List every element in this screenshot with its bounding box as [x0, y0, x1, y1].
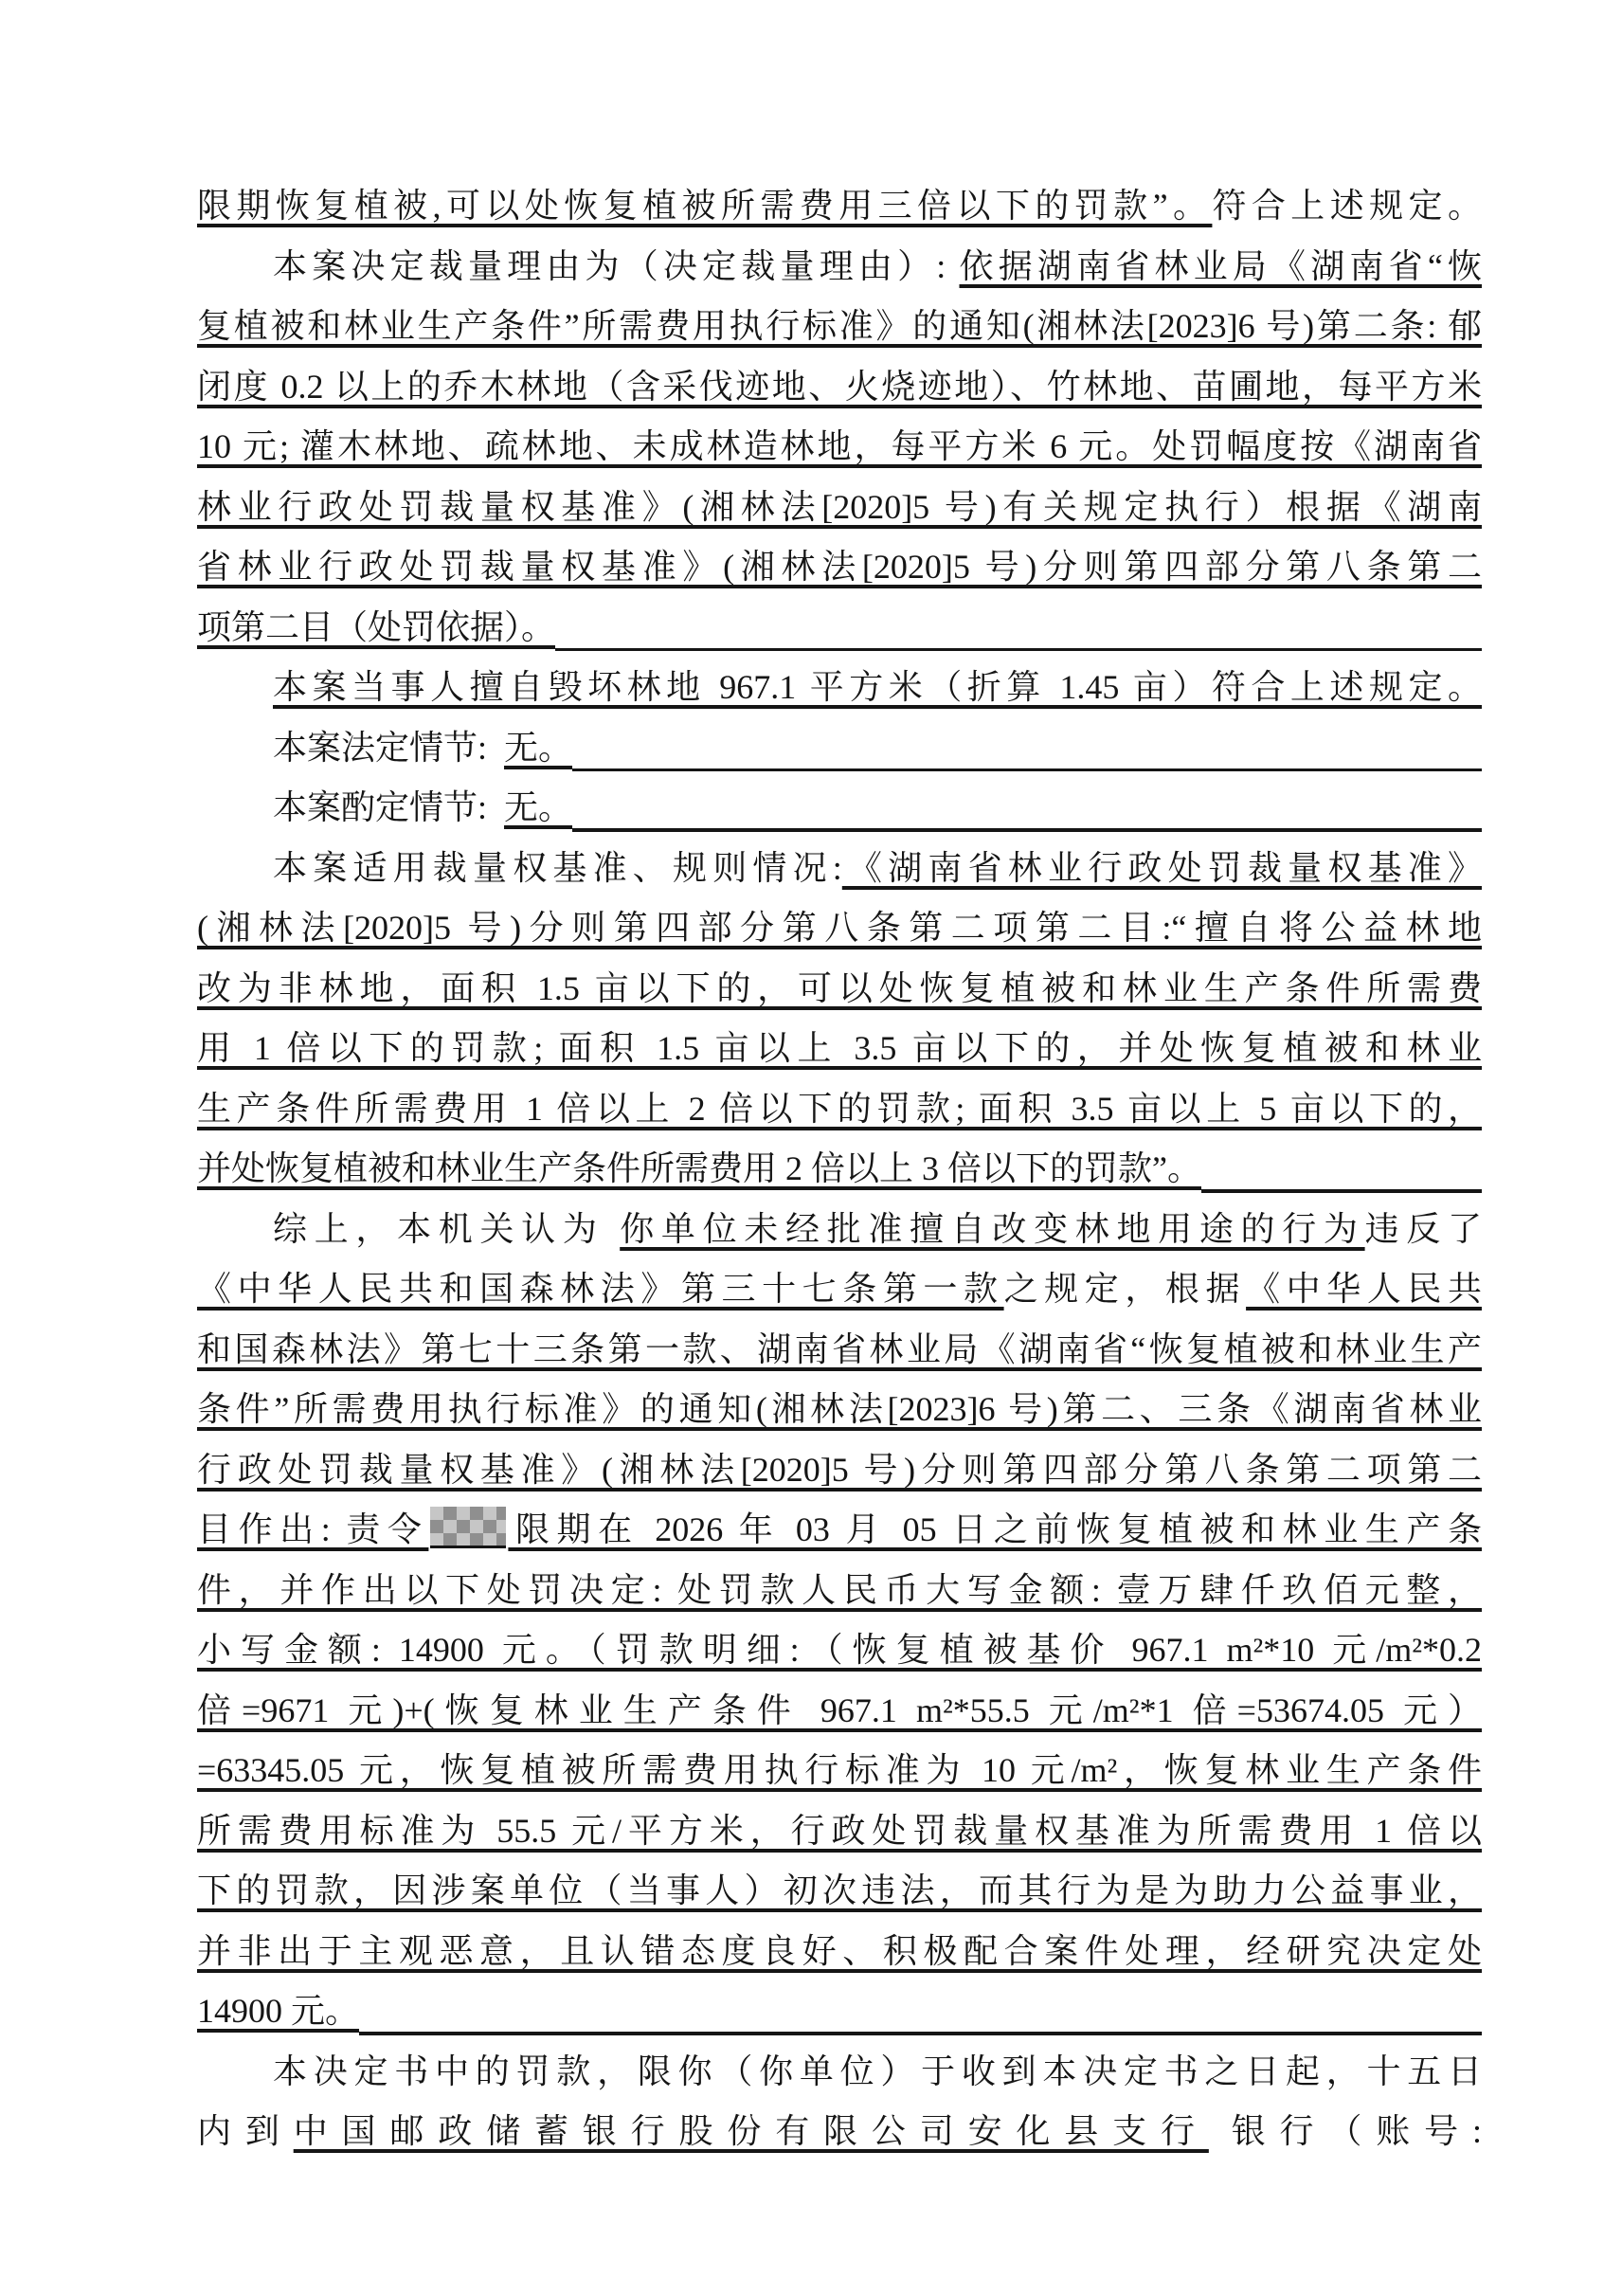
underlined-text: 并非出于主观恶意，且认错态度良好、积极配合案件处理，经研究决定处	[197, 1931, 1482, 1970]
text-line	[197, 1861, 1482, 1922]
underlined-text: 复植被和林业生产条件”所需费用执行标准》的通知(湘林法[2023]6 号)第二条: 郁	[197, 307, 1482, 345]
text-line	[197, 778, 1482, 839]
underlined-text: (湘林法[2020]5 号)分则第四部分第八条第二项第二目:“擅自将公益林地	[197, 909, 1482, 947]
text-line	[197, 1320, 1482, 1381]
underlined-text: =63345.05 元，恢复植被所需费用执行标准为 10 元/m²，恢复林业生产条件	[197, 1751, 1482, 1789]
plain-text: 符合上述规定。	[1212, 187, 1482, 225]
plain-text: 银行（账号:	[1208, 2112, 1482, 2150]
text-line	[197, 658, 1482, 718]
text-line	[197, 1681, 1482, 1742]
blank-underline	[555, 598, 1482, 659]
plain-text: 本案酌定情节:	[273, 788, 505, 826]
underlined-text: 项第二目（处罚依据）。	[197, 607, 556, 646]
underlined-text: 省林业行政处罚裁量权基准》(湘林法[2020]5 号)分则第四部分第八条第二	[197, 548, 1482, 586]
underlined-text: 闭度 0.2 以上的乔木林地（含采伐迹地、火烧迹地）、竹林地、苗圃地，每平方米	[197, 367, 1482, 406]
text-line	[197, 1801, 1482, 1862]
underlined-text: 《湖南省林业行政处罚裁量权基准》	[841, 848, 1482, 887]
text-line	[197, 478, 1482, 538]
plain-text: 综上，本机关认为	[273, 1209, 621, 1248]
text-line	[197, 1922, 1482, 1982]
underlined-text: 限期在 2026 年 03 月 05 日之前恢复植被和林业生产条	[508, 1510, 1482, 1548]
blank-underline	[572, 778, 1482, 839]
text-line	[197, 1561, 1482, 1621]
text-line	[197, 718, 1482, 779]
underlined-text: 14900 元。	[197, 1992, 360, 2030]
underlined-text: 无。	[504, 728, 573, 767]
plain-text: 本案法定情节:	[273, 728, 505, 767]
text-line	[197, 297, 1482, 357]
underlined-text: 本案当事人擅自毁坏林地 967.1 平方米（折算 1.45 亩）符合上述规定。	[273, 668, 1482, 706]
underlined-text: 并处恢复植被和林业生产条件所需费用 2 倍以上 3 倍以下的罚款”。	[197, 1149, 1201, 1187]
underlined-text: 和国森林法》第七十三条第一款、湖南省林业局《湖南省“恢复植被和林业生产	[197, 1329, 1482, 1368]
underlined-text: 无。	[504, 788, 573, 826]
underlined-text: 目作出: 责令	[197, 1510, 429, 1548]
underlined-text: 所需费用标准为 55.5 元/平方米，行政处罚裁量权基准为所需费用 1 倍以	[197, 1811, 1482, 1850]
text-line	[197, 1981, 1482, 2042]
underlined-text: 件，并作出以下处罚决定: 处罚款人民币大写金额: 壹万肆仟玖佰元整，	[197, 1570, 1482, 1609]
text-line	[197, 237, 1482, 298]
plain-text: 内到	[197, 2112, 294, 2150]
text-line	[197, 1620, 1482, 1681]
text-line	[197, 357, 1482, 418]
plain-text: 本案适用裁量权基准、规则情况:	[273, 848, 842, 887]
underlined-text: 你单位未经批准擅自改变林地用途的行为	[620, 1209, 1365, 1248]
text-line	[197, 1741, 1482, 1801]
plain-text: 违反了	[1364, 1209, 1482, 1248]
text-line	[197, 898, 1482, 959]
text-line	[197, 537, 1482, 598]
underlined-text: 条件”所需费用执行标准》的通知(湘林法[2023]6 号)第二、三条《湖南省林业	[197, 1390, 1482, 1428]
underlined-text: 林业行政处罚裁量权基准》(湘林法[2020]5 号)有关规定执行）根据《湖南	[197, 487, 1482, 526]
text-line	[197, 598, 1482, 659]
underlined-text: 用 1 倍以下的罚款; 面积 1.5 亩以上 3.5 亩以下的，并处恢复植被和林业	[197, 1029, 1482, 1067]
text-line	[197, 1259, 1482, 1320]
document-body	[197, 176, 1482, 2162]
text-line	[197, 839, 1482, 899]
text-line	[197, 1079, 1482, 1140]
underlined-text: 《中华人民共和国森林法》第三十七条第一款	[197, 1270, 1004, 1308]
underlined-text: 限期恢复植被,可以处恢复植被所需费用三倍以下的罚款”。	[197, 187, 1213, 225]
blank-underline	[572, 718, 1482, 779]
text-line	[197, 1139, 1482, 1200]
plain-text: 本案决定裁量理由为（决定裁量理由）:	[273, 246, 960, 285]
text-line	[197, 1019, 1482, 1079]
underlined-text: 生产条件所需费用 1 倍以上 2 倍以下的罚款; 面积 3.5 亩以上 5 亩以下的，	[197, 1089, 1482, 1128]
underlined-text: 10 元; 灌木林地、疏林地、未成林造林地，每平方米 6 元。处罚幅度按《湖南省	[197, 427, 1482, 465]
text-line	[197, 176, 1482, 237]
underlined-text: 改为非林地，面积 1.5 亩以下的，可以处恢复植被和林业生产条件所需费	[197, 968, 1482, 1007]
plain-text: 本决定书中的罚款，限你（你单位）于收到本决定书之日起，十五日	[273, 2052, 1482, 2090]
redacted-name	[430, 1507, 506, 1548]
blank-underline	[359, 1981, 1482, 2042]
text-line	[197, 1380, 1482, 1440]
text-line	[197, 1500, 1482, 1561]
text-line	[197, 1440, 1482, 1501]
underlined-text: 《中华人民共	[1246, 1270, 1482, 1308]
underlined-text: 小写金额: 14900 元。（罚款明细:（恢复植被基价 967.1 m²*10 元/m²*0.2	[197, 1631, 1482, 1669]
underlined-text: 依据湖南省林业局《湖南省“恢	[959, 246, 1482, 285]
text-line	[197, 1200, 1482, 1260]
underlined-text: 下的罚款，因涉案单位（当事人）初次违法，而其行为是为助力公益事业，	[197, 1871, 1482, 1909]
plain-text: 之规定，根据	[1003, 1270, 1247, 1308]
text-line	[197, 959, 1482, 1020]
text-line	[197, 417, 1482, 478]
underlined-text: 行政处罚裁量权基准》(湘林法[2020]5 号)分则第四部分第八条第二项第二	[197, 1450, 1482, 1489]
underlined-text: 中国邮政储蓄银行股份有限公司安化县支行	[293, 2112, 1209, 2150]
text-line	[197, 2042, 1482, 2103]
text-line	[197, 2102, 1482, 2162]
underlined-text: 倍=9671 元)+(恢复林业生产条件 967.1 m²*55.5 元/m²*1 倍=53674.05 元）	[197, 1690, 1482, 1729]
blank-underline	[1201, 1139, 1482, 1200]
